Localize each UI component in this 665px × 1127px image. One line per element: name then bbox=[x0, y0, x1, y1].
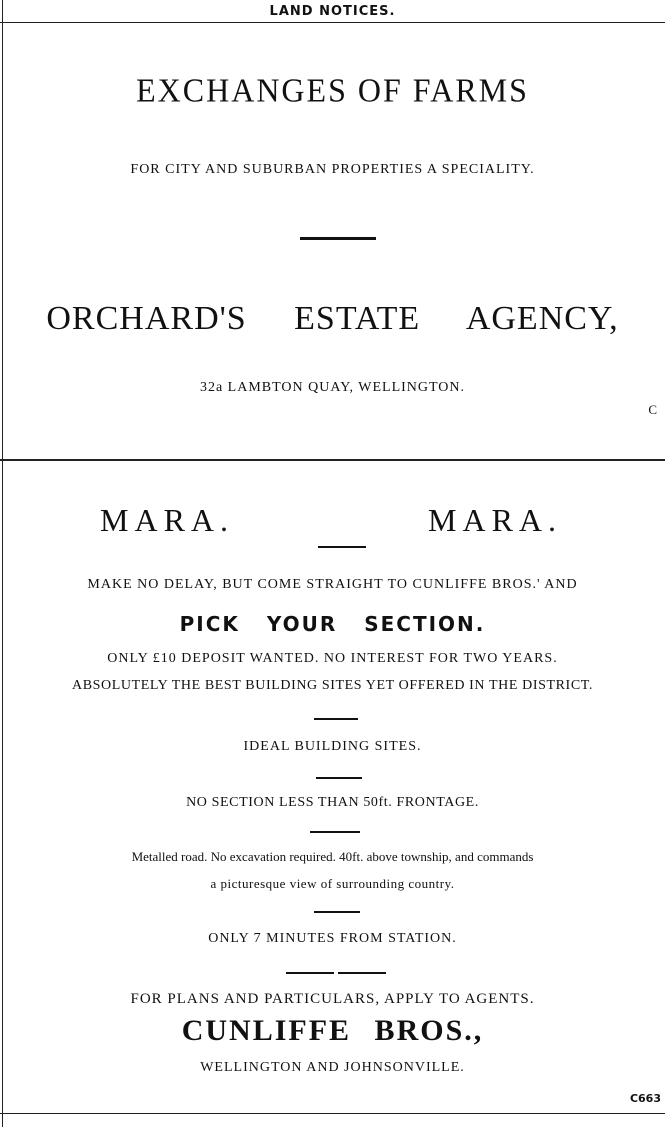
advert-code: C bbox=[648, 402, 657, 417]
bottom-rule bbox=[0, 1113, 665, 1114]
subline-speciality: FOR CITY AND SUBURBAN PROPERTIES A SPECIALITY. bbox=[130, 162, 535, 177]
title-mara-right: MARA. bbox=[428, 502, 563, 538]
separator-rule bbox=[300, 237, 376, 240]
separator-rule bbox=[316, 777, 362, 779]
title-mara-left: MARA. bbox=[100, 502, 235, 538]
separator-rule bbox=[286, 972, 334, 974]
agent-location: WELLINGTON AND JOHNSONVILLE. bbox=[200, 1060, 465, 1075]
agency-name: ORCHARD'S ESTATE AGENCY, bbox=[46, 300, 619, 337]
line-deposit: ONLY £10 DEPOSIT WANTED. NO INTEREST FOR TWO YEARS. bbox=[107, 651, 558, 666]
line-make-no-delay: MAKE NO DELAY, BUT COME STRAIGHT TO CUNLIFFE BROS.' AND bbox=[87, 577, 578, 592]
line-best-sites: ABSOLUTELY THE BEST BUILDING SITES YET OFFERED IN THE DISTRICT. bbox=[72, 678, 593, 693]
separator-rule bbox=[318, 546, 366, 548]
header-rule bbox=[0, 22, 665, 23]
advert-divider bbox=[0, 459, 665, 461]
separator-rule bbox=[338, 972, 386, 974]
separator-rule bbox=[314, 911, 360, 913]
advert-code: C663 bbox=[629, 1092, 661, 1105]
separator-rule bbox=[314, 718, 358, 720]
line-station: ONLY 7 MINUTES FROM STATION. bbox=[208, 931, 457, 946]
line-metalled-road: Metalled road. No excavation required. 40ft. above township, and commands bbox=[131, 849, 534, 864]
line-frontage: NO SECTION LESS THAN 50ft. FRONTAGE. bbox=[186, 795, 479, 810]
line-pick-your-section: PICK YOUR SECTION. bbox=[179, 612, 486, 636]
line-picturesque: a picturesque view of surrounding country. bbox=[210, 876, 455, 891]
section-header: LAND NOTICES. bbox=[269, 4, 396, 19]
separator-rule bbox=[310, 831, 360, 833]
agent-name: CUNLIFFE BROS., bbox=[181, 1014, 484, 1047]
agency-address: 32a LAMBTON QUAY, WELLINGTON. bbox=[199, 380, 466, 395]
line-plans: FOR PLANS AND PARTICULARS, APPLY TO AGENTS. bbox=[130, 991, 535, 1007]
line-ideal-sites: IDEAL BUILDING SITES. bbox=[243, 739, 422, 754]
headline-exchanges: EXCHANGES OF FARMS bbox=[136, 71, 529, 109]
